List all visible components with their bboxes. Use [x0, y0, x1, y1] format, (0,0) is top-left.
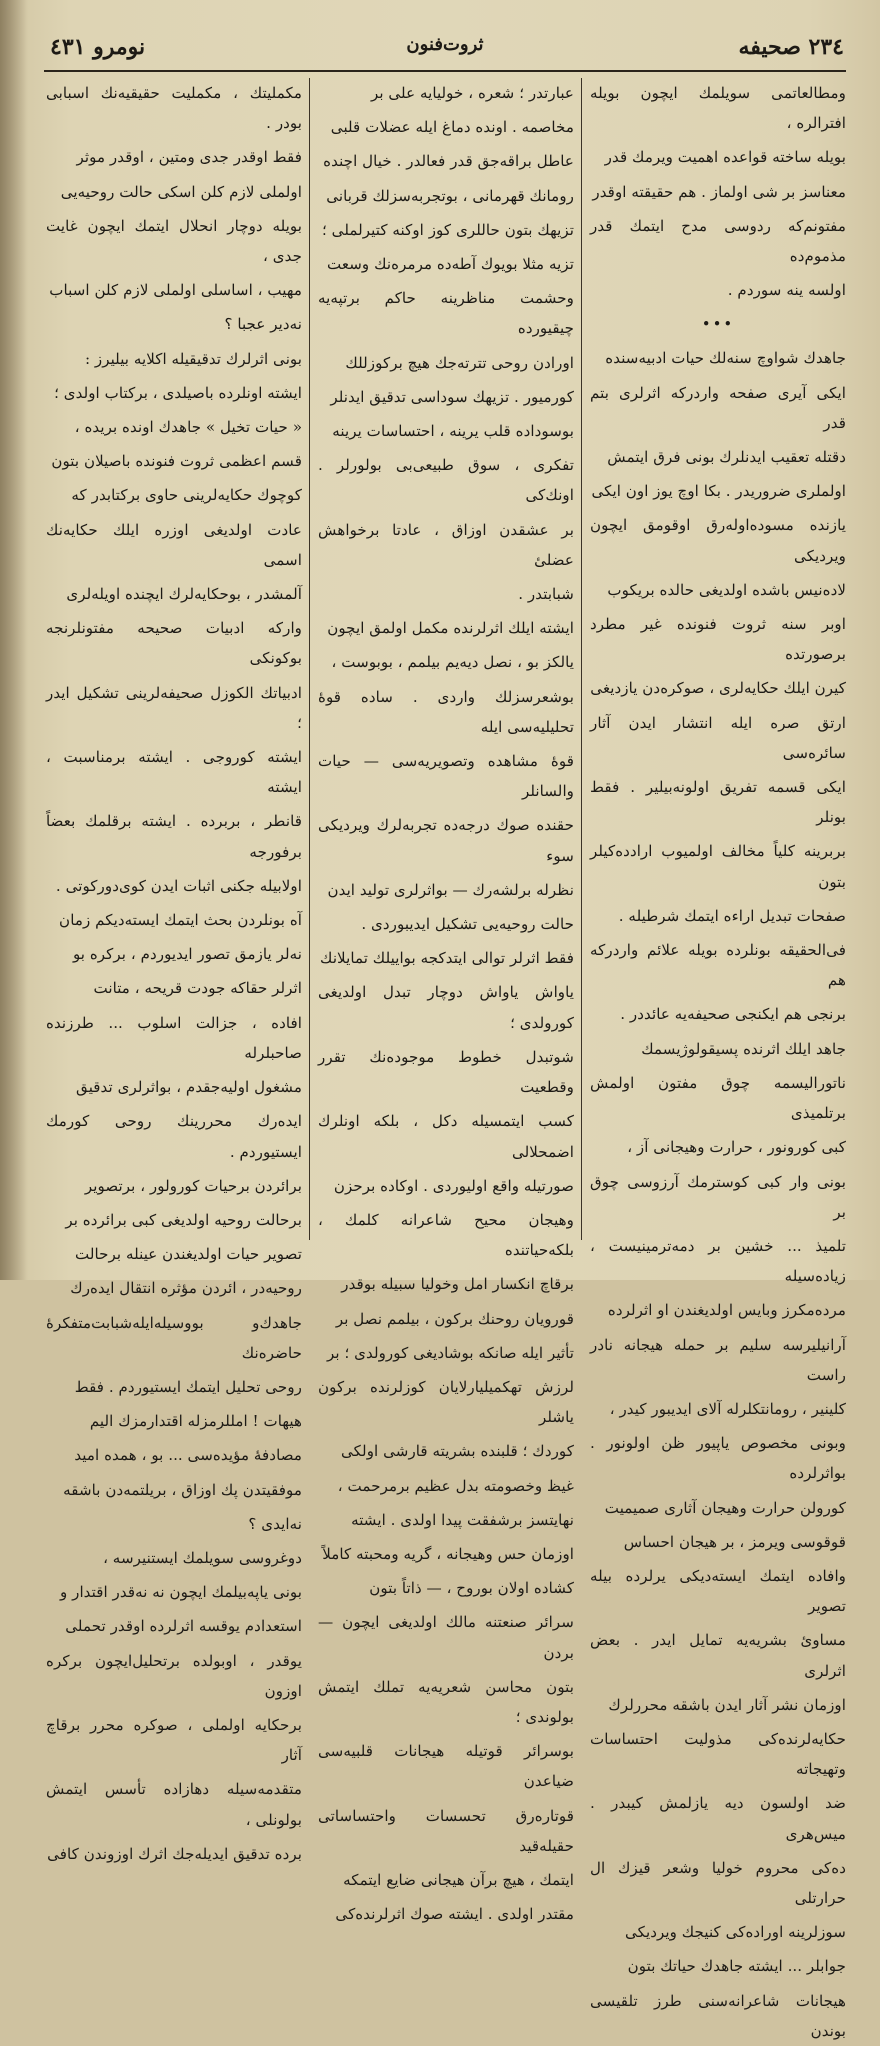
- text-line: غیظ وخصومته بدل عظیم برمرحمت ،: [337, 1476, 574, 1495]
- text-line: بوسودادە قلب یرینه ، احتساسات یرینه: [332, 422, 574, 441]
- text-line: یاواش یاواش دوچار تبدل اولدیغی کورولدی ؛: [318, 983, 574, 1032]
- text-line: بر عشقدن اوزاق ، عادتا برخواهش عضلیٔ: [318, 520, 574, 569]
- text-line: مصادفهٔ مؤیده‌سی ... بو ، همده امید: [74, 1446, 302, 1465]
- text-line: حکایه‌لرنده‌کی مذولیت احتساسات وتهیجاته: [590, 1729, 846, 1779]
- text-line: حقنده صوك درجه‌ده تجربه‌لرك ویردیکی سوء: [318, 816, 574, 865]
- text-line: رومانك قهرمانی ، بوتجربه‌سزلك قربانی: [326, 186, 574, 205]
- text-line: سوزلرینه اوراده‌کی کنیجك ویردیکی: [624, 1923, 846, 1942]
- issue-number: نومرو ٤۳۱: [50, 34, 146, 60]
- text-line: عاطل براقه‌جق قدر فعالدر . خیال اچنده: [323, 152, 574, 171]
- text-line: ایشته ایلك اثرلرنده مکمل اولمق ایچون: [327, 619, 574, 638]
- text-line: کشاده اولان بوروح ، — ذاتاً بتون: [369, 1579, 574, 1598]
- text-line: برحکایه اولملی ، صوکره محرر برقاچ آثار: [46, 1715, 302, 1765]
- text-line: اوزمان حس وهیجانه ، گریه ومحبته کاملاً: [322, 1544, 574, 1563]
- text-line: تلمیذ ... خشین بر دمه‌ترمینیست ، زیاده‌سیله: [590, 1236, 846, 1286]
- text-line: نه‌ایدی ؟: [248, 1514, 302, 1533]
- text-line: مفتونم‌که ردوسی مدح ایتمك قدر مذموم‌ده: [590, 216, 846, 266]
- text-line: متقدمه‌سیله دهازاده تأسس ایتمش بولونلی ،: [46, 1780, 302, 1829]
- text-line: تصویر حیات اولدیغندن عینله برحالت: [74, 1245, 302, 1264]
- text-line: وهیجان محیح شاعرانه کلمك ، بلکه‌حیاتنده: [318, 1210, 574, 1260]
- text-line: نه‌دیر عجبا ؟: [224, 315, 302, 334]
- text-line: اورادن روحی تترته‌جك هیچ برکوزللك: [345, 353, 574, 372]
- text-line: بربرینه کلیاً مخالف اولمیوب ارادده‌کیلر بتون: [590, 842, 846, 891]
- text-line: دقتله تعقیب ایدنلرك بونی فرق ایتمش: [607, 448, 846, 467]
- text-line: قسم اعظمی ثروت فنونده باصیلان بتون: [51, 452, 302, 471]
- text-line: تفکری ، سوق طبیعی‌بی بولورلر . اونك‌كی: [318, 456, 574, 505]
- text-line: دوغروسی سویلمك ایستنیرسه ،: [103, 1548, 302, 1567]
- text-line: قورویان روحنك برکون ، بیلمم نصل بر: [335, 1309, 574, 1328]
- text-line: هیهات ! امللرمزله اقتدارمزك الیم: [89, 1412, 302, 1431]
- text-line: مرده‌مکرز وبایس اولدیغندن او اثرلرده: [607, 1301, 846, 1320]
- text-line: قوقوسی ویرمز ، بر هیجان احساس: [623, 1532, 846, 1551]
- text-line: استعدادم یوقسه اثرلرده اوقدر تحملی: [65, 1617, 302, 1636]
- text-line: اولسه ینه سوردم .: [727, 281, 846, 300]
- text-line: بتون محاسن شعریه‌یه تملك ایتمش بولوندی ؛: [318, 1677, 574, 1726]
- text-line: تزیه مثلا بویوك آطه‌ده مرمرەنك وسعت: [326, 255, 574, 274]
- text-line: هیجانات شاعرانه‌سنی طرز تلقیسی بوندن: [590, 1991, 846, 2040]
- text-line: نظرله برلشه‌رك — بواثرلری تولید ایدن: [327, 880, 574, 899]
- text-line: اولابیله جکنی اثبات ایدن کوی‌دورکوتی .: [55, 876, 302, 895]
- journal-title: ثروت‌فنون: [406, 34, 484, 55]
- text-line: ارتق صره ایله انتشار ایدن آثار سائره‌سی: [590, 713, 846, 762]
- text-line: برده تدقیق ایدیله‌جك اثرك اوزوندن کافی: [47, 1844, 302, 1863]
- text-line: کوچوك حکایه‌لرینی حاوی برکتابدر که: [71, 486, 302, 505]
- text-line: یوقدر ، اوبولده برتحلیل‌ایچون برکره اوزون: [46, 1651, 302, 1700]
- text-columns: [44, 78, 846, 2040]
- text-line: کورولن حرارت وهیجان آثاری صمیمیت: [604, 1498, 846, 1517]
- text-line: وحشمت مناظرینه حاکم برتپه‌یه چیقیورده: [318, 289, 574, 338]
- text-line: مهیب ، اساسلی اولملی لازم کلن اسباب: [49, 281, 302, 300]
- binding-shadow: [0, 0, 28, 1280]
- page-header: [40, 28, 850, 72]
- page-number: ۲۳٤ صحیفه: [738, 34, 844, 60]
- text-line: بوشعرسزلك واردی . ساده قوهٔ تحلیلیه‌سی ایله: [318, 687, 574, 736]
- text-line: آه بونلردن بحث ایتمك ایسته‌دیکم زمان: [59, 911, 302, 930]
- text-line: حالت روحیه‌یی تشکیل ایدیبوردی .: [361, 915, 574, 934]
- text-line: کلینیر ، رومانتکلرله آلای ایدیبور کیدر ،: [609, 1399, 846, 1418]
- text-line: ایکی قسمه تفریق اولونه‌بیلیر . فقط بونلر: [590, 778, 846, 827]
- text-line: عادت اولدیغی اوزره ایلك حکایه‌نك اسمی: [46, 520, 302, 569]
- text-line: روحی تحلیل ایتمك ایستیوردم . فقط: [74, 1377, 302, 1396]
- text-line: برائردن برحیات کورولور ، برتصویر: [84, 1176, 302, 1195]
- text-line: وارکه ادبیات صحیحه مفتونلرنجه بوکونکی: [46, 619, 302, 668]
- text-line: کسب ایتمسیله دکل ، بلکه اونلرك اضمحلالی: [318, 1112, 574, 1161]
- header-rule: [44, 70, 846, 72]
- text-line: اولملی لازم کلن اسکی حالت روحیه‌یی: [60, 182, 302, 201]
- text-line: لاده‌نیس باشده اولدیغی حالده بریکوب: [607, 580, 846, 599]
- text-line: برنجی هم ایکنجی صحیفه‌یه عائددر .: [620, 1005, 846, 1024]
- text-line: وبونی مخصوص یاپیور ظن اولونور . بواثرلرده: [590, 1434, 846, 1483]
- text-line: بویله ساخته قواعده اهمیت ویرمك قدر: [604, 148, 846, 167]
- text-line: کیرن ایلك حکایه‌لری ، صوکره‌دن یازدیغی: [590, 679, 846, 698]
- text-line: یازنده مسوده‌اوله‌رق اوقومق ایچون ویردیکی: [590, 516, 846, 565]
- text-line: قانطر ، بربرده . ایشته برقلمك بعضاً برفورجه: [46, 812, 302, 861]
- text-line: کبی کورونور ، حرارت وهیجانی آز ،: [627, 1138, 846, 1157]
- text-line: تزیهك بتون حاللری کوز اوکنه کتیرلملی ؛: [322, 220, 574, 239]
- text-line: اوزمان نشر آثار ایدن باشقه محررلرك: [608, 1695, 846, 1714]
- text-line: جاهد ایلك اثرنده پسیقولوژیسمك: [641, 1039, 846, 1058]
- text-line: قوتاره‌رق تحسسات واحتساساتی حقیله‌قید: [318, 1806, 574, 1855]
- text-line: مساویٔ بشریه‌یه تمایل ایدر . بعض اثرلری: [590, 1631, 846, 1680]
- text-line: عبارتدر ؛ شعره ، خولیایه علی بر: [370, 84, 574, 102]
- text-line: مخاصمه . اونده دماغ ایله عضلات قلبی: [330, 118, 574, 137]
- text-line: ومطالعاتمی سویلمك ایچون بویله افترالره ،: [590, 84, 846, 133]
- text-line: شوتبدل خطوط موجوده‌نك تقرر وقطعیت: [318, 1047, 574, 1097]
- text-line: بویله دوچار انحلال ایتمك ایچون غایت جدی ،: [46, 216, 302, 266]
- text-line: اولملری ضروریدر . بکا اوچ یوز اون ایکی: [591, 482, 846, 501]
- text-line: مشغول اولیه‌جقدم ، بواثرلری تدقیق: [76, 1078, 302, 1097]
- text-line: بوسرائر قوتیله هیجانات قلبیه‌سی ضیاعدن: [318, 1742, 574, 1791]
- text-line: ایشته اونلرده باصیلدی ، برکتاب اولدی ؛: [54, 383, 302, 402]
- text-line: جاهدك شواوچ سنه‌لك حیات ادبیه‌سنده: [605, 349, 846, 368]
- text-line: ناتورالیسمه چوق مفتون اولمش برتلمیذی: [590, 1073, 846, 1123]
- text-line: کوردك ؛ قلبنده بشریته قارشی اولکی: [341, 1442, 574, 1461]
- text-line: فقط اوقدر جدی ومتین ، اوقدر موثر: [76, 148, 302, 167]
- text-line: ایشته کوروجی . ایشته برمناسبت ، ایشته: [46, 748, 302, 797]
- text-line: موفقیتدن پك اوزاق ، بریلتمه‌دن باشقه: [63, 1480, 302, 1499]
- text-line: جوابلر ... ایشته جاهدك حیاتك بتون: [627, 1957, 846, 1976]
- text-line: اوبر سنه ثروت فنونده غیر مطرد برصورتده: [590, 615, 846, 664]
- text-line: یالکز بو ، نصل دیه‌یم بیلمم ، بوبوست ،: [331, 653, 574, 672]
- text-line: نهایتسز برشفقت پیدا اولدی . ایشته: [351, 1510, 574, 1529]
- text-line: فقط اثرلر توالی ایتدکجه بواییلك تمایلانك: [320, 949, 574, 968]
- text-line: لرزش تهکمیلیارلایان کوزلرنده برکون یاشلر: [318, 1377, 574, 1427]
- text-line: آرانیلیرسه سلیم بر حمله هیجانه نادر راست: [590, 1335, 846, 1384]
- text-line: جاهدك‌و بووسیله‌ایله‌شبابت‌متفکرهٔ حاضره‌نك: [46, 1313, 302, 1362]
- text-line: روحیه‌در ، ائردن مؤثره انتقال ایده‌رك: [70, 1279, 302, 1298]
- text-line: ایتمك ، هیچ برآن هیجانی ضایع ایتمکه: [343, 1870, 574, 1889]
- text-line: مقتدر اولدی . ایشته صوك اثرلرنده‌كی: [335, 1905, 574, 1924]
- text-line: تأثیر ایله صانکه بوشادیغی کورولدی ؛ بر: [327, 1343, 574, 1362]
- text-line: •••: [701, 315, 735, 334]
- text-line: معناسز بر شی اولماز . هم حقیقته اوقدر: [592, 182, 846, 201]
- text-line: ایکی آیری صفحه واردر‌که اثرلری بتم قدر: [590, 383, 846, 432]
- text-line: ادبیاتك الکوزل صحیفه‌لرینی تشکیل ایدر ؛: [46, 683, 302, 732]
- text-line: بونی اثرلرك تدقیقیله اکلایه بیلیرز :: [84, 349, 302, 368]
- text-line: کورمیور . تزیهك سوداسی تدقیق ایدنلر: [330, 387, 574, 406]
- text-line: فی‌الحقیقه بونلرده بویله علائم واردر‌که هم: [590, 941, 846, 990]
- text-line: ضد اولسون دیه یازلمش کیبدر . میس‌هری: [590, 1794, 846, 1843]
- column-middle: [318, 78, 574, 1924]
- text-line: ایده‌رك محررینك روحی کورمك ایستیوردم .: [46, 1112, 302, 1161]
- text-line: سرائر صنعتنه مالك اولدیغی ایچون — بردن: [318, 1613, 574, 1662]
- text-line: برحالت روحیه اولدیغی کبی برائرده بر: [65, 1210, 302, 1229]
- text-line: ده‌کی محروم خولیا وشعر قیزك ال حرارتلی: [590, 1858, 846, 1907]
- text-line: اثرلر حقاکه جودت قریحه ، متانت: [93, 979, 302, 998]
- text-line: « حیات تخیل » جاهدك اونده بریده ،: [74, 418, 302, 437]
- column-divider: [581, 78, 582, 1240]
- column-left: [46, 78, 302, 1863]
- column-right: [590, 78, 846, 2040]
- text-line: وافاده ایتمك ایسته‌دیکی یرلرده بیله تصویر: [590, 1566, 846, 1616]
- text-line: بونی وار کبی کوسترمك آرزوسی چوق بر: [590, 1172, 846, 1221]
- text-line: قوهٔ مشاهده وتصویریه‌سی — حیات والسانلر: [318, 752, 574, 801]
- text-line: آلمشدر ، بوحکایه‌لرك ایچنده اویله‌لری: [66, 585, 302, 604]
- column-divider: [309, 78, 310, 1240]
- text-line: نه‌لر یازمق تصور ایدیوردم ، برکره بو: [72, 945, 302, 964]
- text-line: صورتیله واقع اولیوردی . اوکاده برحزن: [333, 1176, 574, 1195]
- text-line: صفحات تبدیل اراءه ایتمك شرطیله .: [618, 906, 846, 925]
- text-line: برقاچ انکسار امل وخولیا سبیله بوقدر: [341, 1275, 574, 1294]
- text-line: شبابتدر .: [518, 585, 574, 604]
- text-line: افاده ، جزالت اسلوب ... طرزنده صاحبلرله: [46, 1013, 302, 1062]
- text-line: مکملیتك ، مکملیت حقیقیه‌نك اسبابی بودر .: [46, 84, 302, 133]
- text-line: بونی یاپه‌بیلمك ایچون نه نه‌قدر اقتدار و: [59, 1583, 302, 1602]
